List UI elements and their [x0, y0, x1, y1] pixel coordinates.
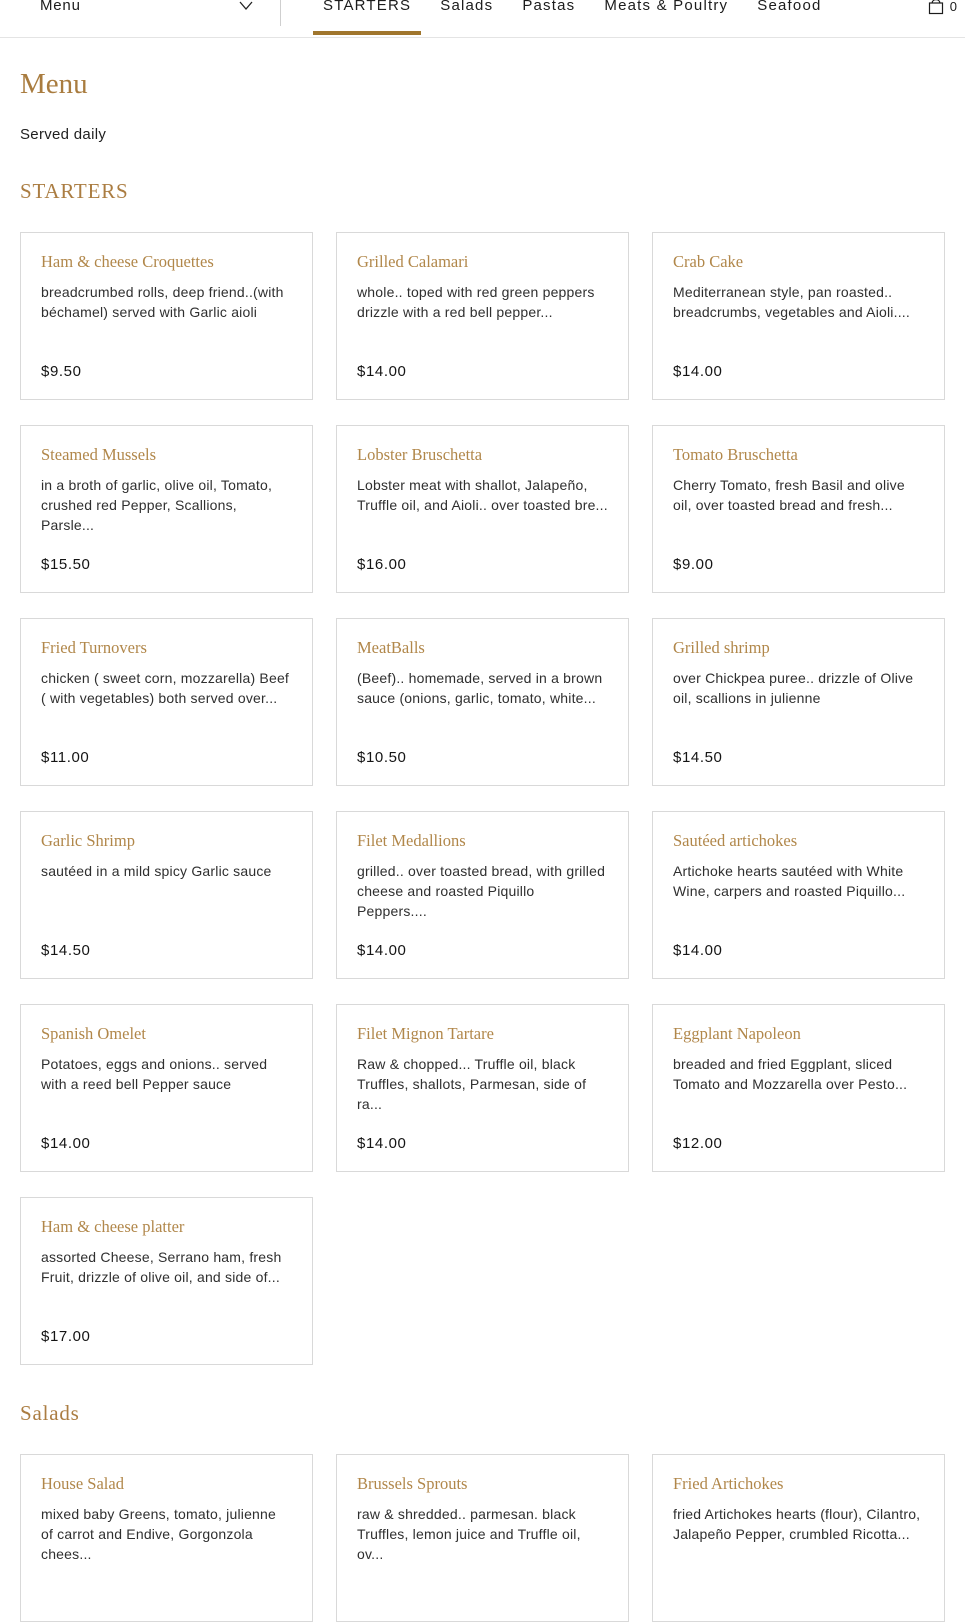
- menu-sections: [20, 179, 945, 1622]
- menu-item-title: Grilled shrimp: [673, 638, 770, 658]
- nav-divider: [280, 0, 281, 26]
- menu-item-card[interactable]: [20, 232, 313, 400]
- menu-item-description: in a broth of garlic, olive oil, Tomato, crushed red Pepper, Scallions, Parsle...: [41, 476, 273, 533]
- menu-section: [20, 179, 945, 1365]
- page-subtitle: Served daily: [20, 125, 107, 143]
- menu-item-title: Fried Artichokes: [673, 1474, 784, 1494]
- card-grid: [20, 1454, 945, 1622]
- menu-dropdown-label: Menu: [40, 0, 81, 14]
- cart-count-badge: 0: [949, 0, 957, 14]
- menu-item-card[interactable]: [652, 811, 945, 979]
- menu-item-description: Raw & chopped... Truffle oil, black Truffles, shallots, Parmesan, side of ra...: [357, 1055, 587, 1112]
- menu-item-price: $14.00: [357, 363, 407, 381]
- menu-section: [20, 1401, 945, 1622]
- menu-item-title: Fried Turnovers: [41, 638, 147, 658]
- menu-item-card[interactable]: [20, 618, 313, 786]
- menu-item-price: $17.00: [41, 1328, 91, 1346]
- menu-item-card[interactable]: [20, 1197, 313, 1365]
- menu-item-title: Ham & cheese platter: [41, 1217, 185, 1237]
- menu-item-price: $14.00: [673, 363, 723, 381]
- menu-item-card[interactable]: [336, 232, 629, 400]
- menu-item-card[interactable]: [20, 425, 313, 593]
- menu-item-title: MeatBalls: [357, 638, 425, 658]
- menu-item-description: chicken ( sweet corn, mozzarella) Beef ( with vegetables) both served over...: [41, 669, 290, 706]
- menu-item-price: $14.50: [673, 749, 723, 767]
- menu-item-title: Eggplant Napoleon: [673, 1024, 801, 1044]
- menu-item-description: (Beef).. homemade, served in a brown sauce (onions, garlic, tomato, white...: [357, 669, 603, 706]
- menu-item-title: Tomato Bruschetta: [673, 445, 798, 465]
- menu-item-title: Garlic Shrimp: [41, 831, 135, 851]
- menu-page: [0, 69, 965, 1622]
- menu-item-card[interactable]: [652, 425, 945, 593]
- menu-item-description: Potatoes, eggs and onions.. served with a reed bell Pepper sauce: [41, 1055, 268, 1092]
- menu-item-title: Grilled Calamari: [357, 252, 469, 272]
- menu-item-description: Mediterranean style, pan roasted.. breadcrumbs, vegetables and Aioli....: [673, 283, 910, 320]
- chevron-down-icon: [238, 0, 254, 17]
- menu-item-title: Lobster Bruschetta: [357, 445, 483, 465]
- nav-tab[interactable]: Salads: [440, 0, 494, 14]
- menu-item-title: Filet Mignon Tartare: [357, 1024, 494, 1044]
- page-title: Menu: [20, 68, 88, 100]
- menu-item-title: Sautéed artichokes: [673, 831, 798, 851]
- menu-item-card[interactable]: [652, 1004, 945, 1172]
- cart-button[interactable]: [925, 0, 957, 16]
- menu-item-card[interactable]: [20, 1004, 313, 1172]
- menu-item-price: $12.00: [673, 1135, 723, 1153]
- menu-item-card[interactable]: [652, 232, 945, 400]
- menu-item-title: Brussels Sprouts: [357, 1474, 468, 1494]
- menu-item-title: Ham & cheese Croquettes: [41, 252, 214, 272]
- top-navigation: [0, 0, 965, 38]
- menu-item-description: Lobster meat with shallot, Jalapeño, Truffle oil, and Aioli.. over toasted bre...: [357, 476, 608, 513]
- nav-tab[interactable]: Pastas: [522, 0, 576, 14]
- menu-item-price: $14.00: [41, 1135, 91, 1153]
- menu-item-description: Artichoke hearts sautéed with White Wine, carpers and roasted Piquillo...: [673, 862, 906, 899]
- section-heading: STARTERS: [20, 178, 129, 203]
- menu-item-price: $10.50: [357, 749, 407, 767]
- menu-item-card[interactable]: [20, 811, 313, 979]
- menu-item-description: whole.. toped with red green peppers drizzle with a red bell pepper...: [357, 283, 595, 320]
- menu-item-card[interactable]: [652, 1454, 945, 1622]
- menu-dropdown[interactable]: [40, 0, 280, 17]
- menu-item-card[interactable]: [336, 811, 629, 979]
- menu-item-price: $11.00: [41, 749, 90, 767]
- menu-item-price: $14.00: [673, 942, 723, 960]
- menu-item-description: sautéed in a mild spicy Garlic sauce: [41, 862, 272, 879]
- nav-tab[interactable]: STARTERS: [323, 0, 411, 14]
- menu-item-price: $14.00: [357, 942, 407, 960]
- menu-item-card[interactable]: [336, 618, 629, 786]
- cart-bag-icon: [925, 0, 947, 16]
- nav-tab[interactable]: Meats & Poultry: [604, 0, 729, 14]
- menu-item-description: over Chickpea puree.. drizzle of Olive oil, scallions in julienne: [673, 669, 914, 706]
- card-grid: [20, 232, 945, 1365]
- menu-item-description: breaded and fried Eggplant, sliced Tomato and Mozzarella over Pesto...: [673, 1055, 908, 1092]
- nav-tabs: [323, 0, 822, 14]
- menu-item-title: Crab Cake: [673, 252, 744, 272]
- menu-item-card[interactable]: [20, 1454, 313, 1622]
- menu-item-description: Cherry Tomato, fresh Basil and olive oil, over toasted bread and fresh...: [673, 476, 905, 513]
- menu-item-description: grilled.. over toasted bread, with grilled cheese and roasted Piquillo Peppers....: [357, 862, 606, 919]
- menu-item-price: $16.00: [357, 556, 407, 574]
- menu-item-description: mixed baby Greens, tomato, julienne of carrot and Endive, Gorgonzola chees...: [41, 1505, 277, 1562]
- menu-item-description: breadcrumbed rolls, deep friend..(with béchamel) served with Garlic aioli: [41, 283, 284, 320]
- menu-item-description: assorted Cheese, Serrano ham, fresh Fruit, drizzle of olive oil, and side of...: [41, 1248, 282, 1285]
- menu-item-title: Steamed Mussels: [41, 445, 157, 465]
- menu-item-card[interactable]: [336, 425, 629, 593]
- menu-item-description: raw & shredded.. parmesan. black Truffles, lemon juice and Truffle oil, ov...: [357, 1505, 581, 1562]
- menu-item-price: $14.50: [41, 942, 91, 960]
- menu-item-card[interactable]: [336, 1454, 629, 1622]
- menu-item-description: fried Artichokes hearts (flour), Cilantro, Jalapeño Pepper, crumbled Ricotta...: [673, 1505, 921, 1542]
- menu-item-card[interactable]: [336, 1004, 629, 1172]
- menu-item-title: House Salad: [41, 1474, 124, 1494]
- section-heading: Salads: [20, 1401, 80, 1426]
- menu-item-price: $9.00: [673, 556, 714, 574]
- menu-item-title: Spanish Omelet: [41, 1024, 146, 1044]
- menu-item-price: $15.50: [41, 556, 91, 574]
- menu-item-price: $14.00: [357, 1135, 407, 1153]
- nav-tab[interactable]: Seafood: [757, 0, 822, 14]
- menu-item-title: Filet Medallions: [357, 831, 466, 851]
- menu-item-card[interactable]: [652, 618, 945, 786]
- menu-item-price: $9.50: [41, 363, 82, 381]
